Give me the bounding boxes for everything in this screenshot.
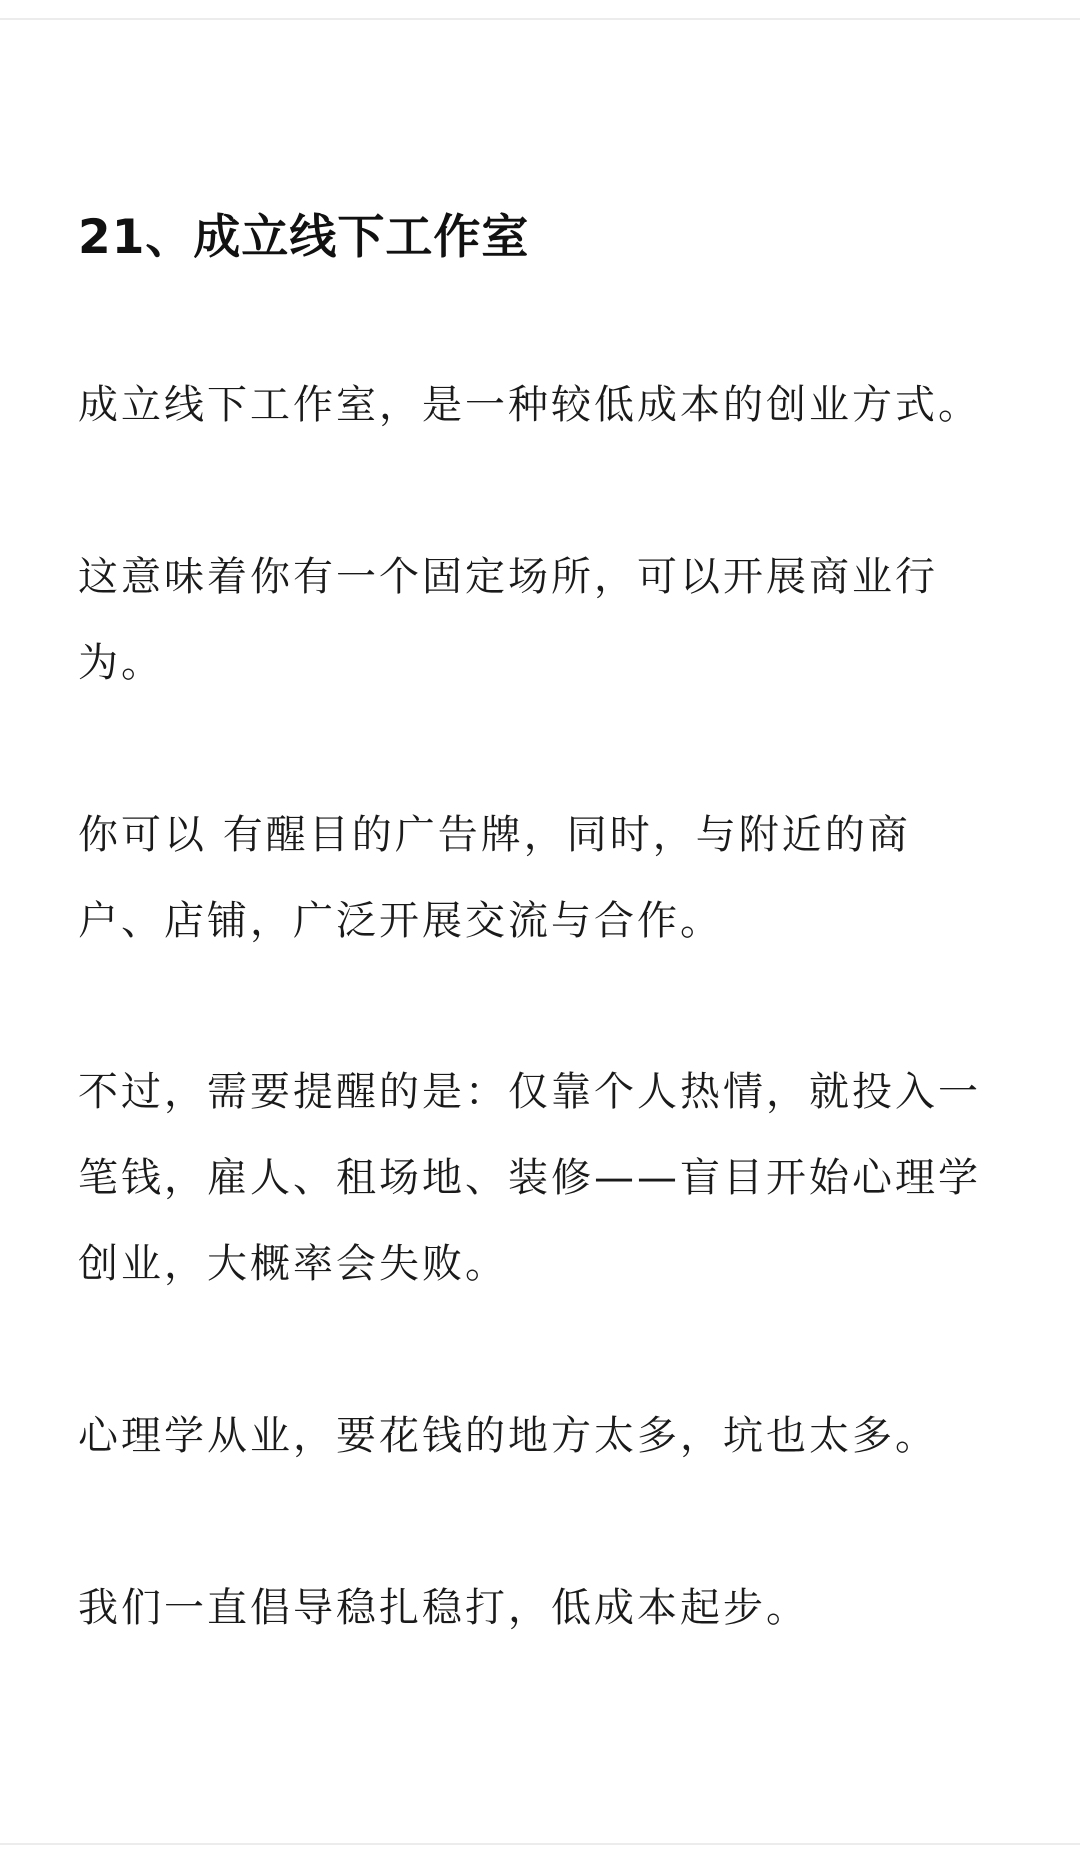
paragraph-line: 户、店铺，广泛开展交流与合作。 [78,898,723,944]
paragraph-line: 心理学从业，要花钱的地方太多，坑也太多。 [78,1413,938,1459]
paragraph-line: 你可以 有醒目的广告牌，同时，与附近的商 [78,812,911,858]
paragraph-6 [78,1565,809,1651]
paragraph-4 [78,1049,981,1307]
section-heading: 21、成立线下工作室 [78,210,530,265]
paragraph-3 [78,792,911,964]
paragraph-line: 为。 [78,640,164,686]
bottom-divider [0,1843,1080,1845]
paragraph-line: 不过，需要提醒的是：仅靠个人热情，就投入一 [78,1069,981,1115]
paragraph-line: 成立线下工作室，是一种较低成本的创业方式。 [78,382,981,428]
paragraph-1 [78,362,981,448]
paragraph-2 [78,534,938,706]
paragraph-line: 我们一直倡导稳扎稳打，低成本起步。 [78,1585,809,1631]
paragraph-line: 创业，大概率会失败。 [78,1241,508,1287]
paragraph-line: 笔钱，雇人、租场地、装修——盲目开始心理学 [78,1155,981,1201]
paragraph-5 [78,1393,938,1479]
paragraph-line: 这意味着你有一个固定场所，可以开展商业行 [78,554,938,600]
top-divider [0,18,1080,20]
